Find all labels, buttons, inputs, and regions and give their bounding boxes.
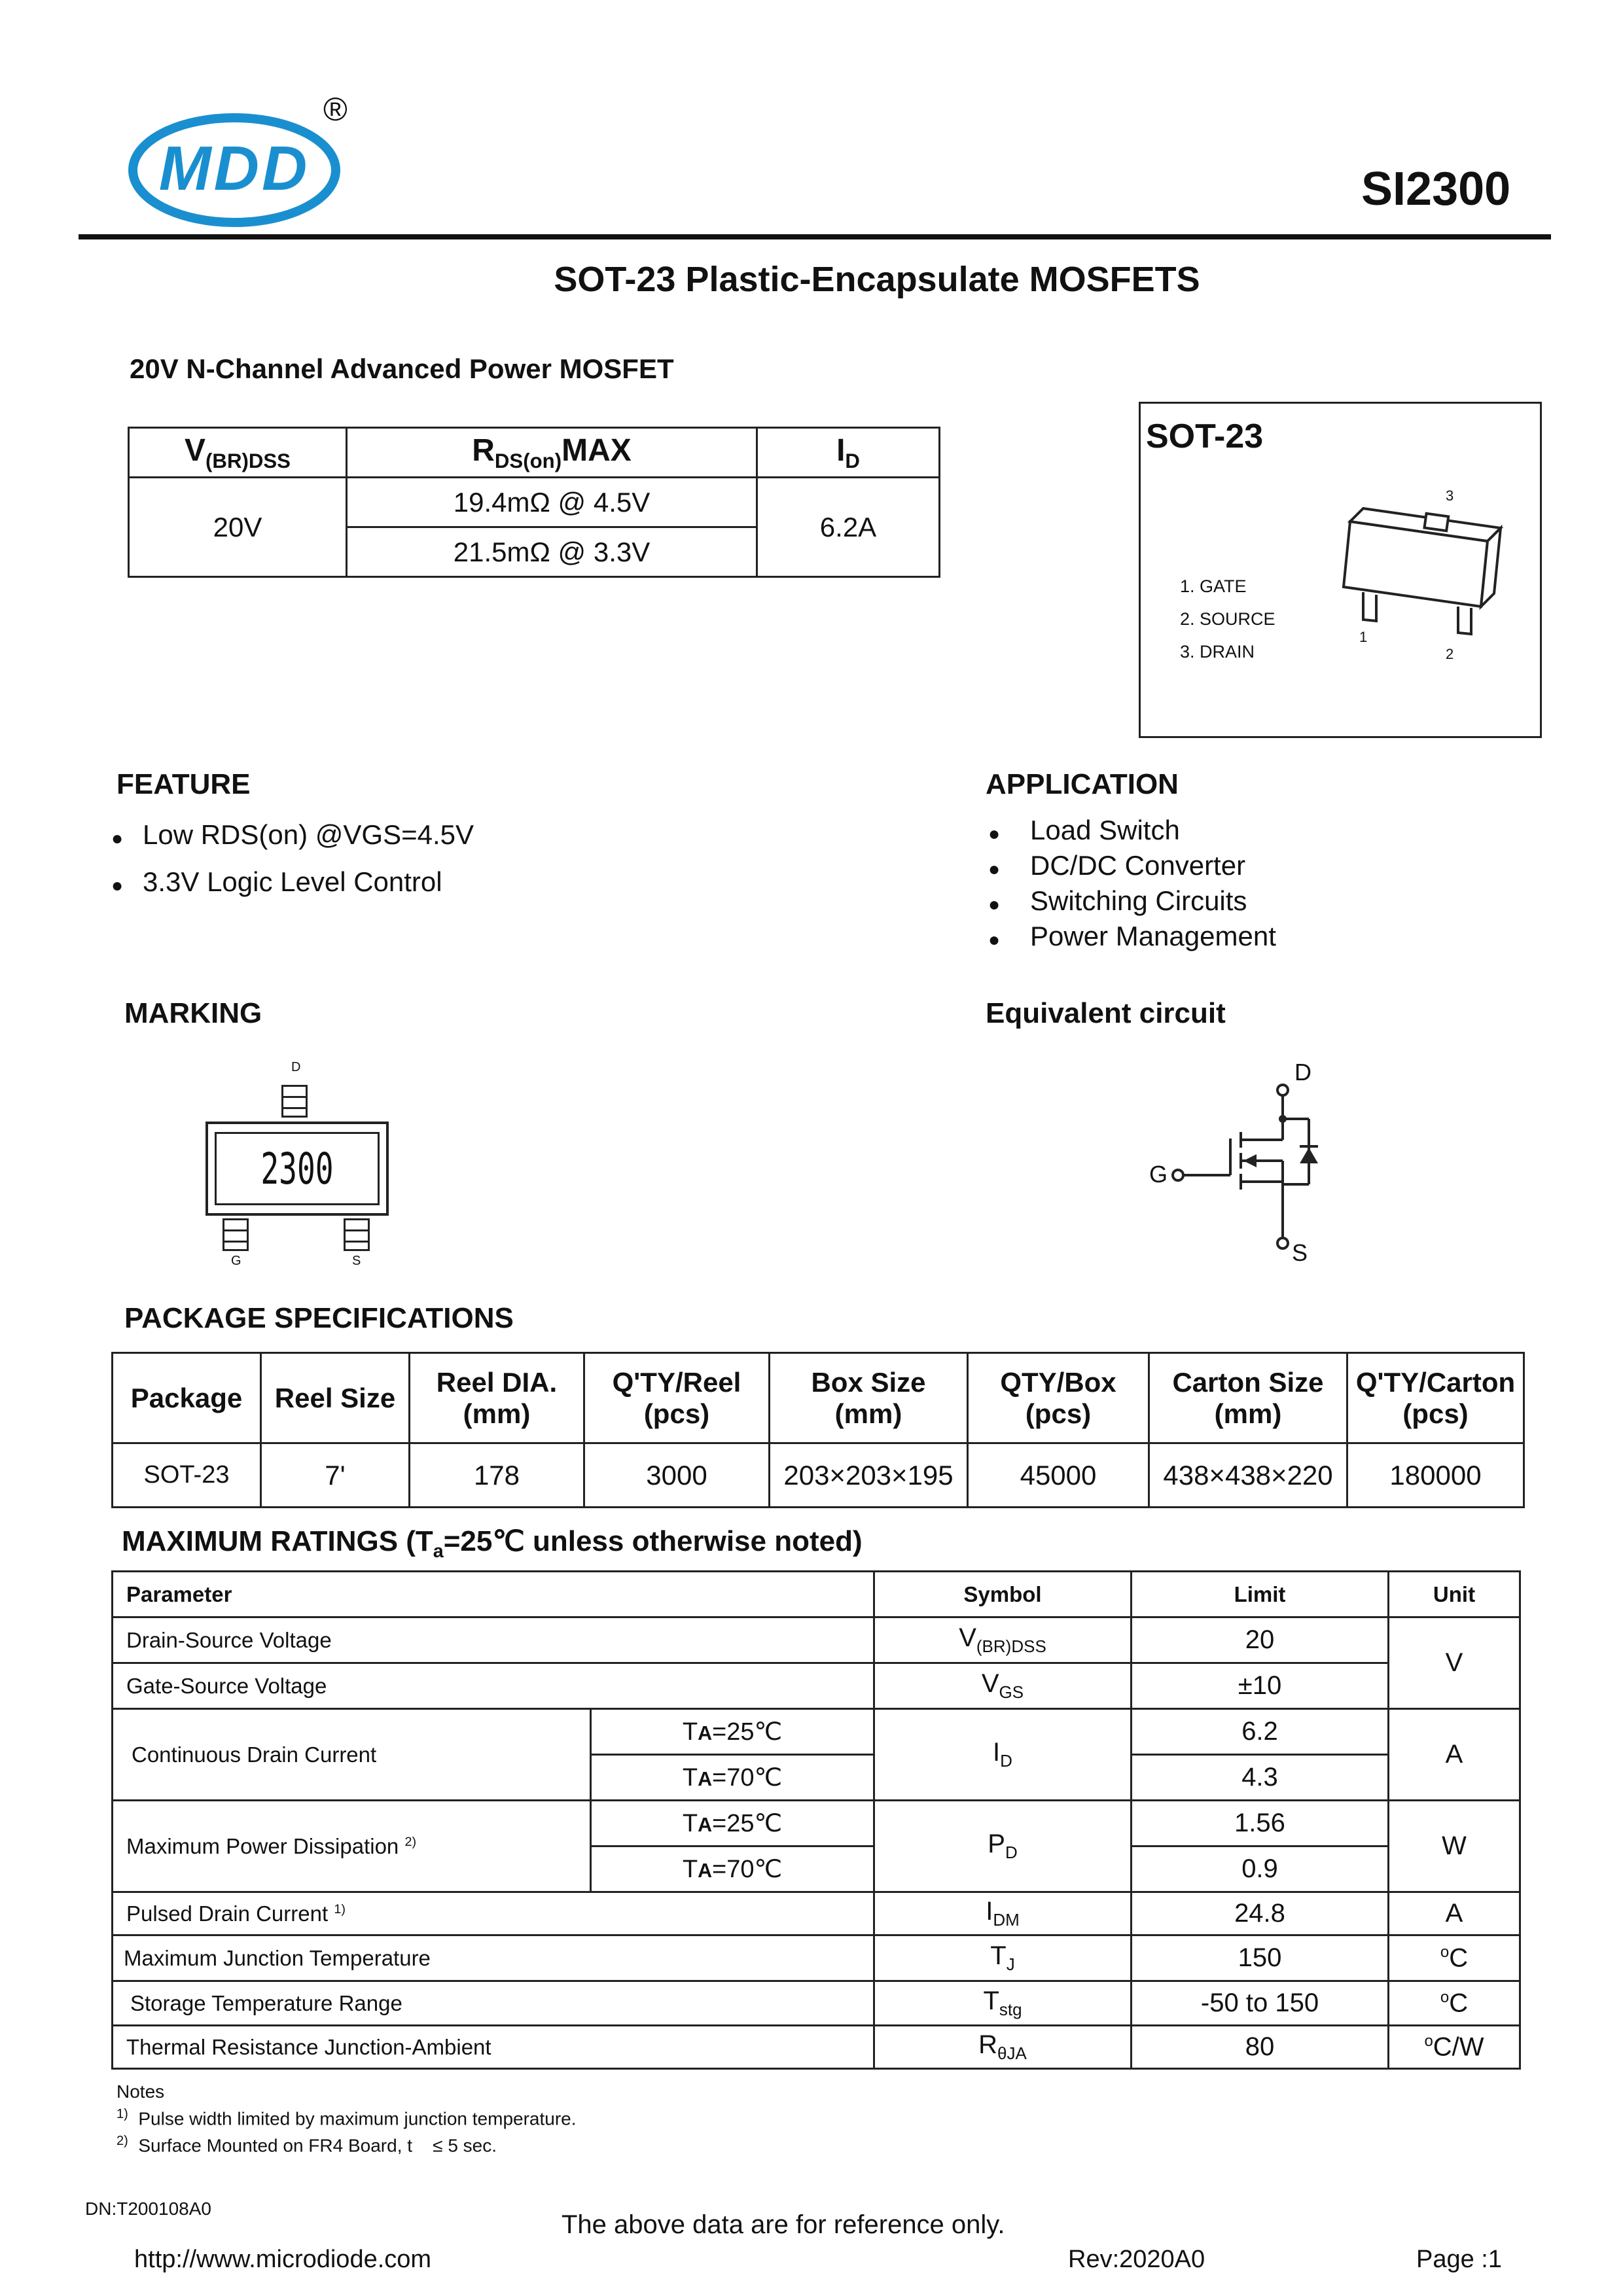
pin-gate: 1. GATE	[1180, 576, 1247, 596]
application-item: ● Power Management	[988, 919, 1276, 954]
id-symbol: $I_D$	[874, 1709, 1132, 1801]
summary-table	[128, 427, 940, 578]
tj-param: Maximum Junction Temperature	[113, 1935, 874, 1981]
header-id: $I_D$	[757, 428, 940, 478]
rdson-value-2: 21.5mΩ @ 3.3V	[347, 527, 757, 577]
tj-limit: 150	[1132, 1935, 1389, 1981]
pd-unit: W	[1389, 1801, 1520, 1892]
idm-symbol: $I_{DM}$	[874, 1892, 1132, 1935]
idm-param: Pulsed Drain Current $^{1)}$	[113, 1892, 874, 1935]
application-item: ● Load Switch	[988, 813, 1276, 848]
id-condition-70: TA=70℃	[591, 1755, 874, 1801]
circuit-title: Equivalent circuit	[986, 997, 1226, 1029]
pin-num-2: 2	[1446, 646, 1454, 662]
notes	[116, 2081, 577, 2157]
pd-limit-25: 1.56	[1132, 1801, 1389, 1846]
id-limit-70: 4.3	[1132, 1755, 1389, 1801]
tj-unit: $^o$C	[1389, 1935, 1520, 1981]
marking-pin-g-label: G	[231, 1254, 241, 1268]
application-item: ● DC/DC Converter	[988, 848, 1276, 883]
marking-pin-d	[281, 1085, 308, 1118]
marking-pin-s	[344, 1218, 370, 1251]
pd-param: Maximum Power Dissipation $^{2)}$	[113, 1801, 591, 1892]
footer-dn: DN:T200108A0	[85, 2199, 212, 2219]
pkg-cell-qty-box: 45000	[968, 1443, 1149, 1508]
tstg-symbol: $T_{stg}$	[874, 1981, 1132, 2026]
pkg-header-qty-reel: Q'TY/Reel (pcs)	[584, 1353, 770, 1443]
pkg-header-box-size: Box Size (mm)	[770, 1353, 968, 1443]
pkg-header-reel-size: Reel Size	[261, 1353, 410, 1443]
ratings-header-unit: Unit	[1389, 1572, 1520, 1617]
voltage-unit: V	[1389, 1617, 1520, 1709]
pd-symbol: $P_D$	[874, 1801, 1132, 1892]
vbrdss-value: 20V	[129, 478, 347, 577]
id-param: Continuous Drain Current	[113, 1709, 591, 1801]
ratings-title: MAXIMUM RATINGS ($T_a=25℃$ unless otherwise noted)	[122, 1525, 863, 1562]
mosfet-symbol	[1165, 1080, 1335, 1256]
idm-limit: 24.8	[1132, 1892, 1389, 1935]
vgs-limit: ±10	[1132, 1663, 1389, 1709]
pd-limit-70: 0.9	[1132, 1846, 1389, 1892]
subtitle: 20V N-Channel Advanced Power MOSFET	[130, 353, 674, 384]
feature-item: ● 3.3V Logic Level Control	[111, 858, 474, 906]
pin-source: 2. SOURCE	[1180, 609, 1275, 629]
note-1: $^{1)}$ Pulse width limited by maximum junction temperature.	[116, 2107, 577, 2129]
footer-reference: The above data are for reference only.	[562, 2210, 1005, 2239]
header-rdson: $R_{DS(on)}MAX$	[347, 428, 757, 478]
pin-num-3: 3	[1446, 487, 1454, 504]
pkg-cell-reel-dia: 178	[410, 1443, 584, 1508]
id-value: 6.2A	[757, 478, 940, 577]
pin-num-1: 1	[1359, 629, 1368, 645]
pkg-spec-title: PACKAGE SPECIFICATIONS	[124, 1302, 514, 1334]
package-box-title: SOT-23	[1146, 417, 1264, 455]
rth-limit: 80	[1132, 2026, 1389, 2069]
pin-drain: 3. DRAIN	[1180, 642, 1255, 662]
marking-title: MARKING	[124, 997, 262, 1029]
svg-text:MDD: MDD	[158, 133, 310, 203]
pd-condition-70: TA=70℃	[591, 1846, 874, 1892]
pkg-header-qty-box: QTY/Box (pcs)	[968, 1353, 1149, 1443]
marking-code: 2300	[260, 1144, 334, 1194]
marking-pin-d-label: D	[291, 1060, 301, 1074]
id-limit-25: 6.2	[1132, 1709, 1389, 1755]
sot23-package-icon	[1324, 476, 1533, 646]
note-2: $^{2)}$ Surface Mounted on FR4 Board, t ≤ 5 sec.	[116, 2134, 497, 2156]
pkg-cell-reel-size: 7'	[261, 1443, 410, 1508]
notes-title: Notes	[116, 2081, 165, 2102]
vgs-symbol: $V_{GS}$	[874, 1663, 1132, 1709]
ratings-header-parameter: Parameter	[113, 1572, 874, 1617]
pkg-cell-box-size: 203×203×195	[770, 1443, 968, 1508]
pin-list	[1180, 570, 1275, 668]
pkg-spec-table	[111, 1352, 1525, 1508]
id-unit: A	[1389, 1709, 1520, 1801]
pkg-cell-qty-carton: 180000	[1347, 1443, 1524, 1508]
feature-list	[111, 811, 474, 906]
header-vbrdss: $V_{(BR)DSS}$	[129, 428, 347, 478]
id-condition-25: TA=25℃	[591, 1709, 874, 1755]
vgs-param: Gate-Source Voltage	[113, 1663, 874, 1709]
page-title: SOT-23 Plastic-Encapsulate MOSFETS	[554, 260, 1200, 299]
header-rule	[79, 234, 1551, 239]
vds-param: Drain-Source Voltage	[113, 1617, 874, 1663]
vds-limit: 20	[1132, 1617, 1389, 1663]
rdson-value-1: 19.4mΩ @ 4.5V	[347, 478, 757, 527]
package-box	[1139, 402, 1542, 738]
pkg-cell-carton-size: 438×438×220	[1149, 1443, 1347, 1508]
application-title: APPLICATION	[986, 768, 1179, 800]
part-number: SI2300	[1361, 163, 1511, 215]
pkg-cell-qty-reel: 3000	[584, 1443, 770, 1508]
circuit-s-label: S	[1292, 1239, 1308, 1266]
pd-condition-25: TA=25℃	[591, 1801, 874, 1846]
tstg-param: Storage Temperature Range	[113, 1981, 874, 2026]
tstg-limit: -50 to 150	[1132, 1981, 1389, 2026]
rth-symbol: $R_{\theta JA}$	[874, 2026, 1132, 2069]
tstg-unit: $^o$C	[1389, 1981, 1520, 2026]
pkg-cell-package: SOT-23	[113, 1443, 261, 1508]
rth-param: Thermal Resistance Junction-Ambient	[113, 2026, 874, 2069]
footer-url[interactable]: http://www.microdiode.com	[134, 2246, 432, 2273]
pkg-header-reel-dia: Reel DIA. (mm)	[410, 1353, 584, 1443]
ratings-header-symbol: Symbol	[874, 1572, 1132, 1617]
pkg-header-qty-carton: Q'TY/Carton (pcs)	[1347, 1353, 1524, 1443]
application-list	[988, 813, 1276, 954]
feature-title: FEATURE	[116, 768, 251, 800]
registered-mark: ®	[323, 91, 348, 128]
feature-item: ● Low RDS(on) @VGS=4.5V	[111, 811, 474, 858]
pkg-header-package: Package	[113, 1353, 261, 1443]
marking-pin-s-label: S	[352, 1254, 361, 1268]
marking-diagram	[196, 1060, 393, 1269]
footer-rev: Rev:2020A0	[1068, 2246, 1205, 2273]
ratings-header-limit: Limit	[1132, 1572, 1389, 1617]
pkg-header-carton-size: Carton Size (mm)	[1149, 1353, 1347, 1443]
application-item: ● Switching Circuits	[988, 883, 1276, 919]
circuit-d-label: D	[1294, 1059, 1311, 1086]
marking-body	[205, 1122, 389, 1216]
logo	[128, 110, 344, 228]
ratings-table	[111, 1570, 1521, 2070]
tj-symbol: $T_J$	[874, 1935, 1132, 1981]
idm-unit: A	[1389, 1892, 1520, 1935]
marking-pin-g	[223, 1218, 249, 1251]
rth-unit: $^o$C/W	[1389, 2026, 1520, 2069]
circuit-g-label: G	[1149, 1161, 1168, 1188]
footer-page: Page :1	[1416, 2246, 1502, 2273]
vds-symbol: $V_{(BR)DSS}$	[874, 1617, 1132, 1663]
